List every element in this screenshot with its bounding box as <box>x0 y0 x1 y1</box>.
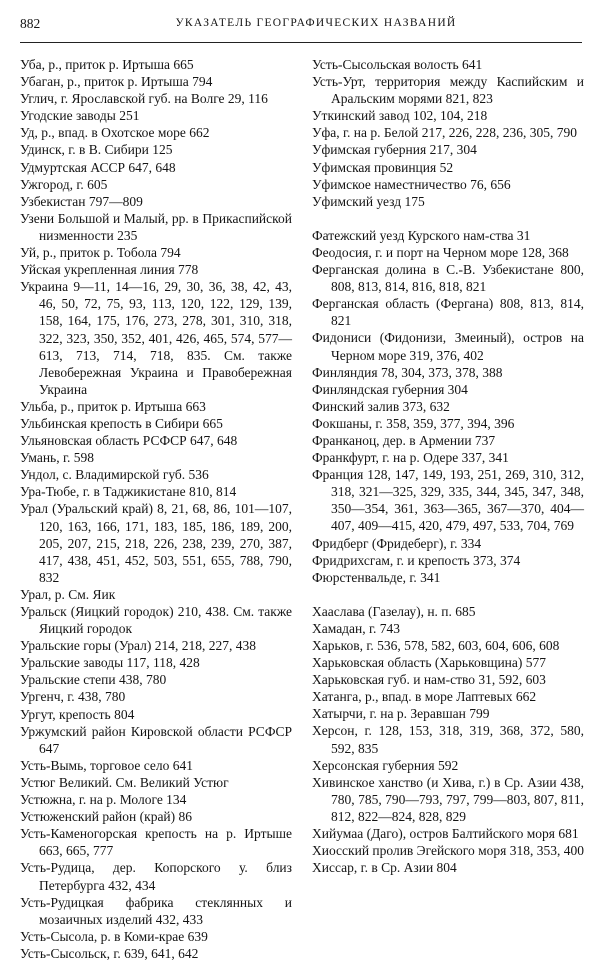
index-entry: Уфимская провинция 52 <box>312 159 454 175</box>
index-entry: Усть-Сысола, р. в Коми-крае 639 <box>20 928 208 944</box>
index-entry: Урал, р. См. Яик <box>20 586 116 602</box>
page-number: 882 <box>20 16 41 31</box>
index-entry: Угодские заводы 251 <box>20 108 140 124</box>
index-entry: Уйская укрепленная линия 778 <box>20 262 199 278</box>
index-entry: Ульяновская область РСФСР 647, 648 <box>20 433 238 449</box>
index-entry: Устюженский район (край) 86 <box>20 809 193 825</box>
index-entry: Хийумаа (Даго), остров Балтийского моря 681 <box>312 826 579 842</box>
index-entry: Франция 128, 147, 149, 193, 251, 269, 310, 312, 318, 321—325, 329, 335, 344, 345, 347, 348, 350—354, 361, 363—365, 367—370, 404—407, 409—415, 420, 479, 497, 533, 704, 769 <box>312 467 584 534</box>
group-spacer <box>312 210 584 227</box>
index-entry: Усть-Урт, территория между Каспийским и Аральским морями 821, 823 <box>312 74 584 107</box>
index-entry: Финляндия 78, 304, 373, 378, 388 <box>312 364 503 380</box>
index-entry: Хивинское ханство (и Хива, г.) в Ср. Азии 438, 780, 785, 790—793, 797, 799—803, 807, 811, 812, 822—824, 828, 829 <box>312 774 584 824</box>
index-entry: Ферганская долина в С.-В. Узбекистане 800, 808, 813, 814, 816, 818, 821 <box>312 262 584 295</box>
index-entry: Усть-Сысольская волость 641 <box>312 57 483 72</box>
index-entry: Херсон, г. 128, 153, 318, 319, 368, 372, 580, 592, 835 <box>312 723 584 756</box>
index-entry: Усть-Сысольск, г. 639, 641, 642 <box>20 945 199 961</box>
index-entry: Усть-Рудица, дер. Копорского у. близ Петербурга 432, 434 <box>20 860 292 893</box>
index-entry: Херсонская губерния 592 <box>312 757 459 773</box>
index-entry: Ульбинская крепость в Сибири 665 <box>20 415 223 431</box>
index-entry: Урал (Уральский край) 8, 21, 68, 86, 101—107, 120, 163, 166, 171, 183, 185, 186, 189, 200, 205, 207, 215, 218, 226, 238, 239, 270, 387, 417, 438, 451, 452, 503, 551, 655, 788, 790, 832 <box>20 501 292 585</box>
index-entry: Хиосский пролив Эгейского моря 318, 353, 400 <box>312 843 584 859</box>
index-entry: Франкфурт, г. на р. Одере 337, 341 <box>312 450 509 466</box>
index-entry: Устюг Великий. См. Великий Устюг <box>20 774 229 790</box>
running-title: УКАЗАТЕЛЬ ГЕОГРАФИЧЕСКИХ НАЗВАНИЙ <box>175 17 457 29</box>
index-entry: Уральские горы (Урал) 214, 218, 227, 438 <box>20 638 256 654</box>
index-entry: Фридрихсгам, г. и крепость 373, 374 <box>312 552 521 568</box>
index-entry: Ужгород, г. 605 <box>20 176 108 192</box>
index-entry: Фюрстенвальде, г. 341 <box>312 569 441 585</box>
index-entry: Усть-Рудицкая фабрика стеклянных и мозаичных изделий 432, 433 <box>20 894 292 927</box>
index-entry: Украина 9—11, 14—16, 29, 30, 36, 38, 42, 43, 46, 50, 72, 75, 93, 113, 120, 122, 129, 139, 158, 164, 175, 176, 273, 278, 301, 310, 318, 322, 323, 350, 352, 401, 426, 465, 574, 577—613, 713, 714, 718, 835. См. также Левобережная Украина и Правобережная Украина <box>20 279 292 397</box>
index-entry: Фатежский уезд Курского нам-ства 31 <box>312 227 531 243</box>
index-entry: Убаган, р., приток р. Иртыша 794 <box>20 74 213 90</box>
index-entry: Уфимский уезд 175 <box>312 193 425 209</box>
page-header <box>20 12 582 36</box>
index-entry: Франканоц, дер. в Армении 737 <box>312 432 496 448</box>
index-entry: Харьков, г. 536, 578, 582, 603, 604, 606, 608 <box>312 638 560 653</box>
index-entry: Хатанга, р., впад. в море Лаптевых 662 <box>312 689 537 705</box>
index-entry: Ульба, р., приток р. Иртыша 663 <box>20 398 206 414</box>
index-entry: Усть-Каменогорская крепость на р. Иртыше 663, 665, 777 <box>20 826 292 859</box>
index-column-left <box>20 56 292 962</box>
index-entry: Уба, р., приток р. Иртыша 665 <box>20 57 194 72</box>
index-entry: Фокшаны, г. 358, 359, 377, 394, 396 <box>312 415 515 431</box>
index-entry: Харьковская область (Харьковщина) 577 <box>312 655 547 671</box>
index-group-kh <box>312 603 584 877</box>
index-entry: Узбекистан 797—809 <box>20 193 143 209</box>
index-entry: Уральские степи 438, 780 <box>20 672 167 688</box>
index-entry: Уткинский завод 102, 104, 218 <box>312 108 488 124</box>
index-entry: Уй, р., приток р. Тобола 794 <box>20 245 181 261</box>
index-entry: Уд, р., впад. в Охотское море 662 <box>20 125 210 141</box>
index-column-right <box>312 56 584 876</box>
index-entry: Углич, г. Ярославской губ. на Волге 29, 116 <box>20 91 268 107</box>
index-entry: Харьковская губ. и нам-ство 31, 592, 603 <box>312 672 546 688</box>
index-entry: Устюжна, г. на р. Мологе 134 <box>20 792 187 808</box>
index-entry: Удмуртская АССР 647, 648 <box>20 159 176 175</box>
index-group-u <box>312 56 584 210</box>
index-entry: Хамадан, г. 743 <box>312 620 401 636</box>
index-entry: Уфимское наместничество 76, 656 <box>312 176 511 192</box>
index-entry: Ундол, с. Владимирской губ. 536 <box>20 467 209 483</box>
index-entry: Узени Большой и Малый, рр. в Прикаспийской низменности 235 <box>20 210 292 243</box>
index-entry: Уфимская губерния 217, 304 <box>312 142 477 158</box>
index-entry: Феодосия, г. и порт на Черном море 128, 368 <box>312 244 569 260</box>
index-entry: Хатырчи, г. на р. Зеравшан 799 <box>312 706 490 722</box>
index-entry: Уральские заводы 117, 118, 428 <box>20 655 200 671</box>
index-entry: Финляндская губерния 304 <box>312 381 468 397</box>
index-entry: Хааслава (Газелау), н. п. 685 <box>312 603 476 619</box>
index-entry: Удинск, г. в В. Сибири 125 <box>20 142 173 158</box>
header-rule <box>20 42 582 43</box>
index-entry: Фридберг (Фридеберг), г. 334 <box>312 535 482 551</box>
index-entry: Уфа, г. на р. Белой 217, 226, 228, 236, 305, 790 <box>312 125 577 141</box>
index-entry: Ургенч, г. 438, 780 <box>20 689 126 705</box>
index-entry: Ферганская область (Фергана) 808, 813, 814, 821 <box>312 296 584 329</box>
index-entry: Ура-Тюбе, г. в Таджикистане 810, 814 <box>20 484 237 500</box>
index-entry: Ургут, крепость 804 <box>20 706 135 722</box>
index-entry: Умань, г. 598 <box>20 450 94 466</box>
index-entry: Уральск (Яицкий городок) 210, 438. См. также Яицкий городок <box>20 604 292 637</box>
index-entry: Усть-Вымь, торговое село 641 <box>20 757 194 773</box>
index-entry: Уржумский район Кировской области РСФСР 647 <box>20 723 292 756</box>
index-group-f <box>312 227 584 586</box>
index-entry: Фидониси (Фидонизи, Змеиный), остров на Черном море 319, 376, 402 <box>312 330 584 363</box>
group-spacer <box>312 586 584 603</box>
index-entry: Финский залив 373, 632 <box>312 398 450 414</box>
index-entry: Хиссар, г. в Ср. Азии 804 <box>312 860 457 876</box>
